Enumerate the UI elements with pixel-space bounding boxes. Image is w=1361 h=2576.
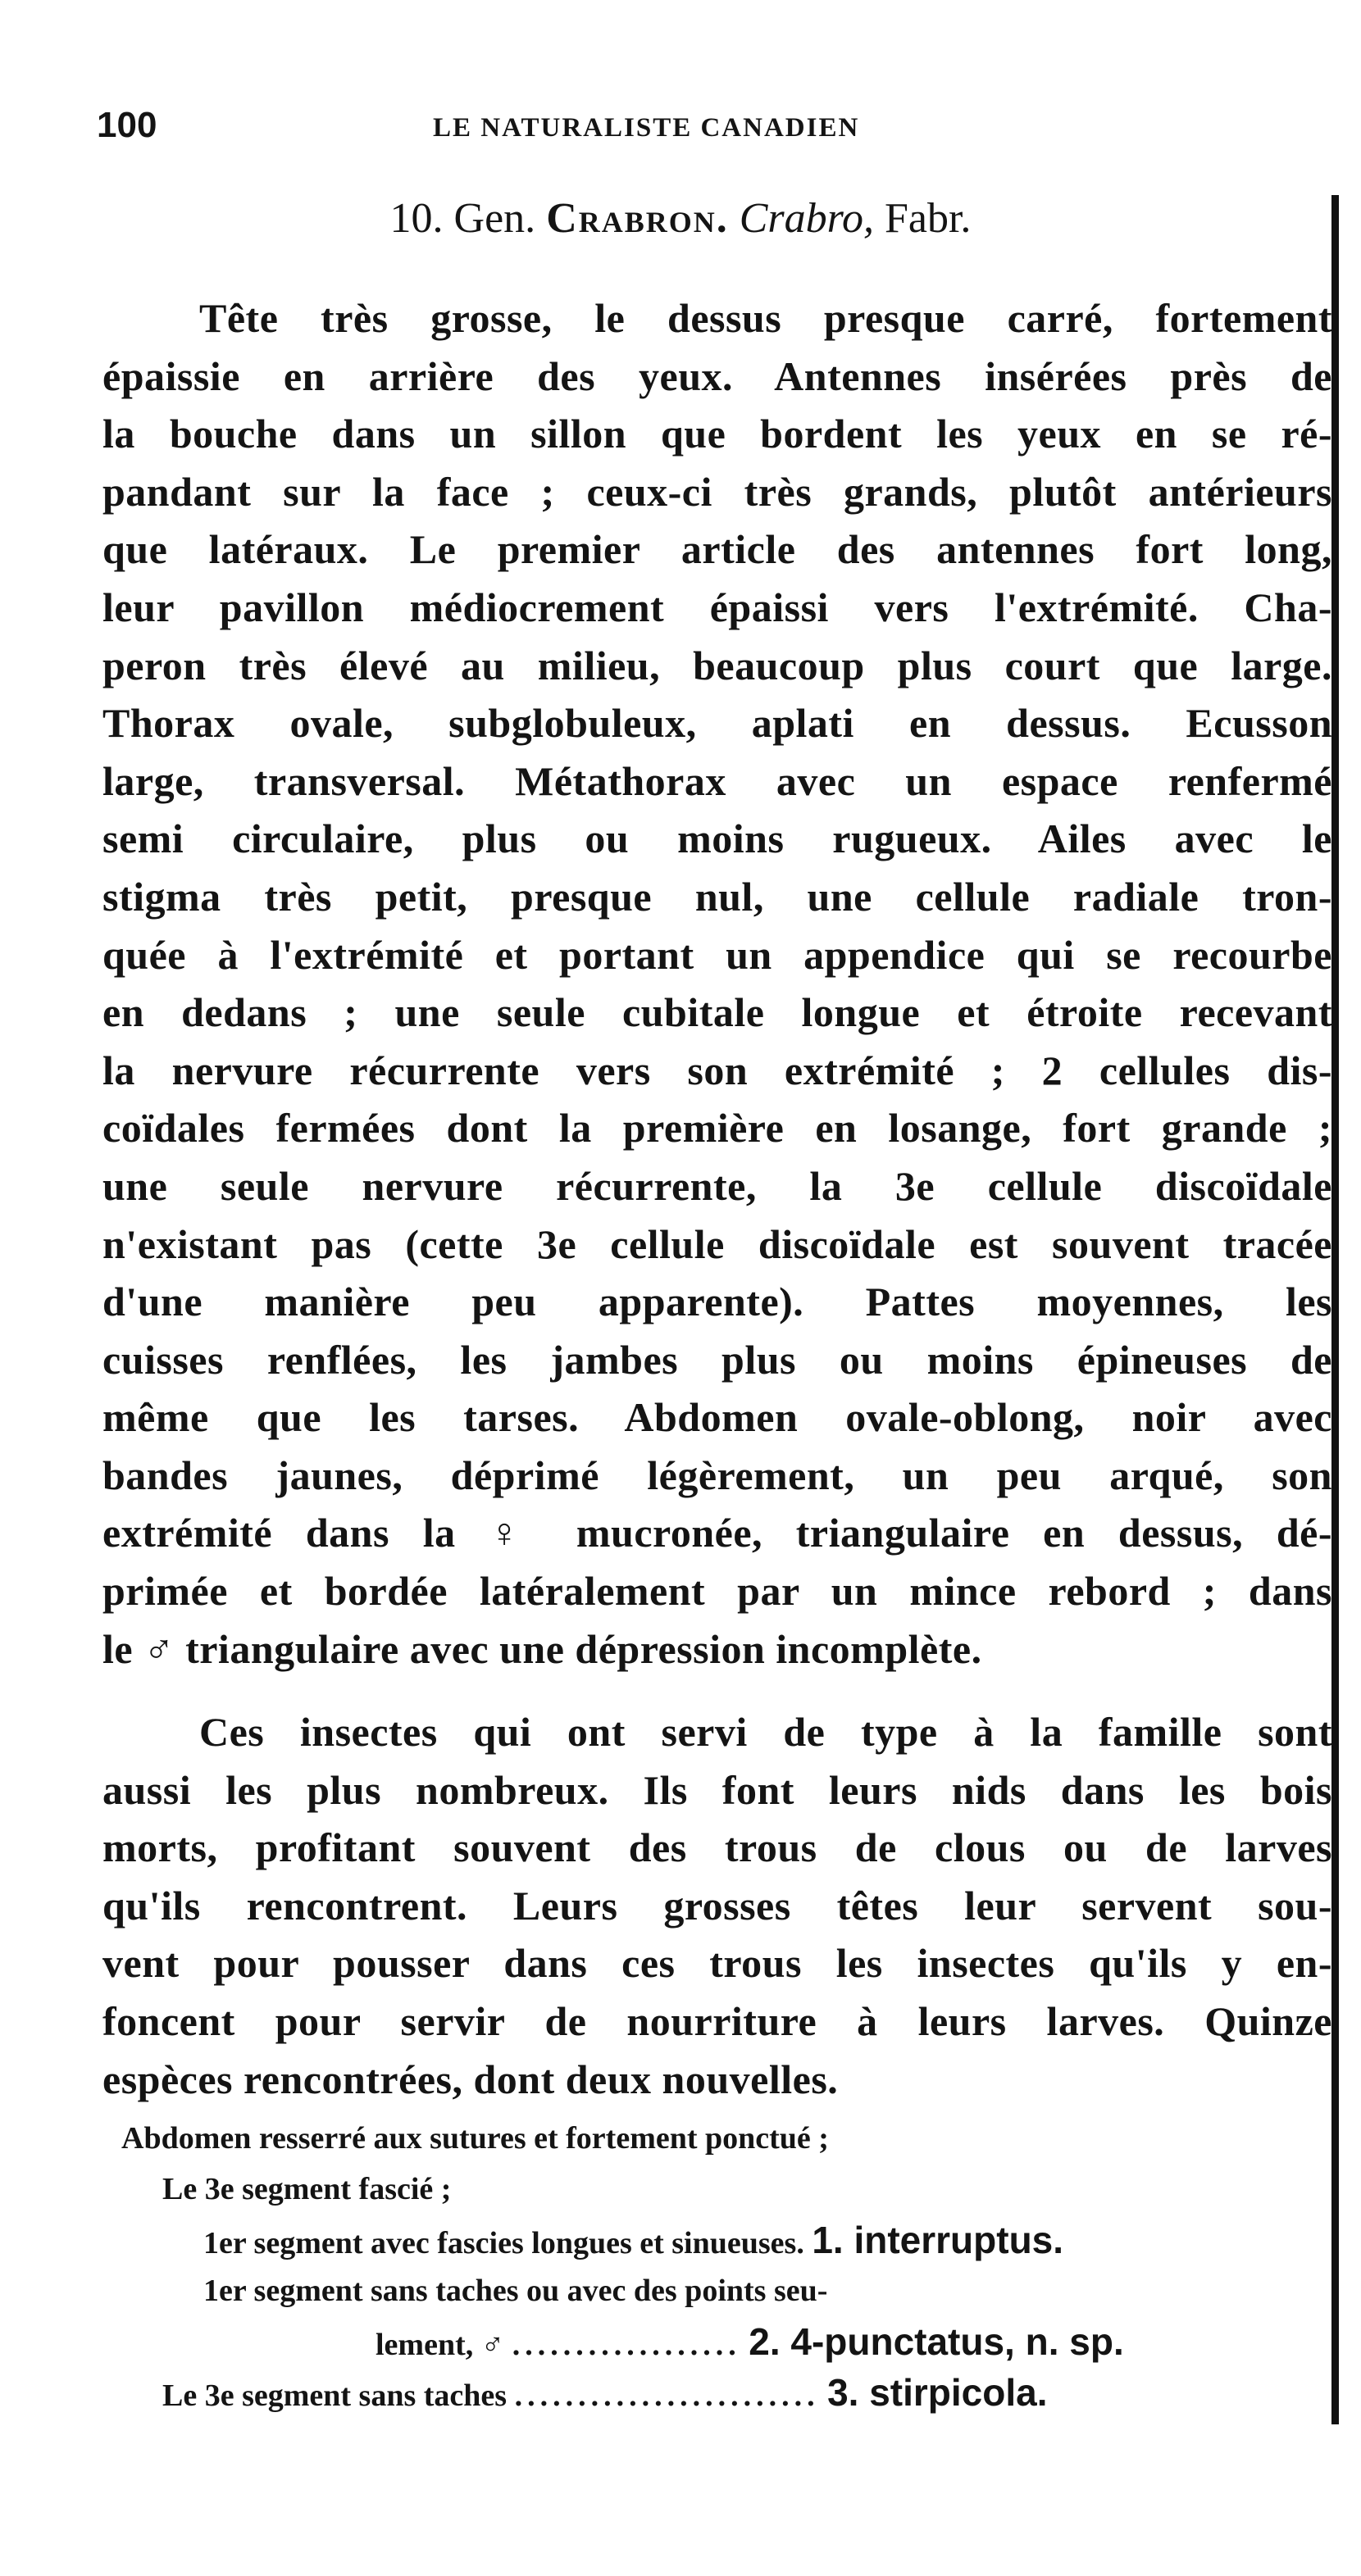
key-line-1: Abdomen resserré aux sutures et fortement ponctué ; — [121, 2121, 829, 2156]
text-line: espèces rencontrées, dont deux nouvelles. — [102, 2056, 839, 2102]
running-head: LE NATURALISTE CANADIEN — [433, 113, 860, 143]
text-line: en dedans ; une seule cubitale longue et étroite recevant — [102, 989, 1332, 1036]
text-line: stigma très petit, presque nul, une cellule radiale tron- — [102, 873, 1332, 920]
text-line: que latéraux. Le premier article des antennes fort long, — [102, 526, 1332, 573]
text-line: vent pour pousser dans ces trous les insectes qu'ils y en- — [102, 1940, 1332, 1987]
key-line-6 — [162, 2367, 1048, 2421]
text-line: bandes jaunes, déprimé légèrement, un peu arqué, son — [102, 1452, 1332, 1498]
genus-author: Fabr. — [884, 195, 972, 242]
key-line-3-text: 1er segment avec fascies longues et sinueuses. — [203, 2226, 804, 2260]
text-line: leur pavillon médiocrement épaissi vers l'extrémité. Cha- — [102, 584, 1332, 630]
leader-dots: ........................ — [514, 2378, 820, 2413]
text-line: foncent pour servir de nourriture à leurs larves. Quinze — [102, 1997, 1332, 2044]
leader-dots: .................. — [512, 2328, 741, 2362]
text-line: peron très élevé au milieu, beaucoup plus court que large. — [102, 642, 1332, 688]
paragraph-habits — [102, 1703, 1332, 2108]
text-line: pandant sur la face ; ceux-ci très grands, plutôt antérieurs — [102, 468, 1332, 515]
page-header — [97, 105, 1310, 154]
key-line-5 — [376, 2316, 1124, 2370]
text-line: Ces insectes qui ont servi de type à la famille sont — [199, 1709, 1332, 1755]
text-line: une seule nervure récurrente, la 3e cellule discoïdale — [102, 1162, 1332, 1209]
species-interruptus: 1. interruptus. — [812, 2219, 1064, 2261]
text-line: épaissie en arrière des yeux. Antennes insérées près de — [102, 352, 1332, 399]
text-line: quée à l'extrémité et portant un appendice qui se recourbe — [102, 931, 1332, 978]
genus-name: Crabron. — [546, 195, 729, 242]
text-line: qu'ils rencontrent. Leurs grosses têtes leur servent sou- — [102, 1882, 1332, 1929]
genus-latin: Crabro, — [739, 195, 874, 242]
text-line: d'une manière peu apparente). Pattes moyennes, les — [102, 1279, 1332, 1325]
text-line: aussi les plus nombreux. Ils font leurs nids dans les bois — [102, 1766, 1332, 1813]
text-line: extrémité dans la ♀ mucronée, triangulaire en dessus, dé- — [102, 1510, 1332, 1556]
text-line: coïdales fermées dont la première en losange, fort grande ; — [102, 1105, 1332, 1152]
section-number: 10. Gen. — [389, 195, 536, 242]
page-edge-rule — [1331, 195, 1339, 2424]
text-line: n'existant pas (cette 3e cellule discoïdale est souvent tracée — [102, 1220, 1332, 1267]
text-line: large, transversal. Métathorax avec un espace renfermé — [102, 757, 1332, 804]
key-line-5-text: lement, ♂ — [376, 2328, 505, 2362]
text-line: même que les tarses. Abdomen ovale-oblong, noir avec — [102, 1394, 1332, 1441]
species-4-punctatus: 2. 4-punctatus, n. sp. — [749, 2320, 1124, 2363]
text-line: semi circulaire, plus ou moins rugueux. Ailes avec le — [102, 816, 1332, 862]
text-line: la nervure récurrente vers son extrémité ; 2 cellules dis- — [102, 1047, 1332, 1093]
text-line: cuisses renflées, les jambes plus ou moins épineuses de — [102, 1336, 1332, 1383]
key-line-2: Le 3e segment fascié ; — [162, 2172, 452, 2206]
text-line: Thorax ovale, subglobuleux, aplati en dessus. Ecusson — [102, 700, 1332, 747]
species-stirpicola: 3. stirpicola. — [827, 2371, 1048, 2414]
page-number: 100 — [97, 105, 157, 145]
paragraph-description — [102, 289, 1332, 1678]
key-line-4: 1er segment sans taches ou avec des points seu- — [203, 2274, 828, 2308]
key-line-6-text: Le 3e segment sans taches — [162, 2378, 508, 2413]
text-line: Tête très grosse, le dessus presque carré, fortement — [199, 295, 1332, 341]
text-line: le ♂ triangulaire avec une dépression incomplète. — [102, 1625, 982, 1672]
text-line: primée et bordée latéralement par un mince rebord ; dans — [102, 1568, 1332, 1615]
text-line: morts, profitant souvent des trous de clous ou de larves — [102, 1824, 1332, 1871]
section-heading — [0, 190, 1361, 248]
key-line-3 — [203, 2215, 1063, 2269]
text-line: la bouche dans un sillon que bordent les yeux en se ré- — [102, 411, 1332, 457]
